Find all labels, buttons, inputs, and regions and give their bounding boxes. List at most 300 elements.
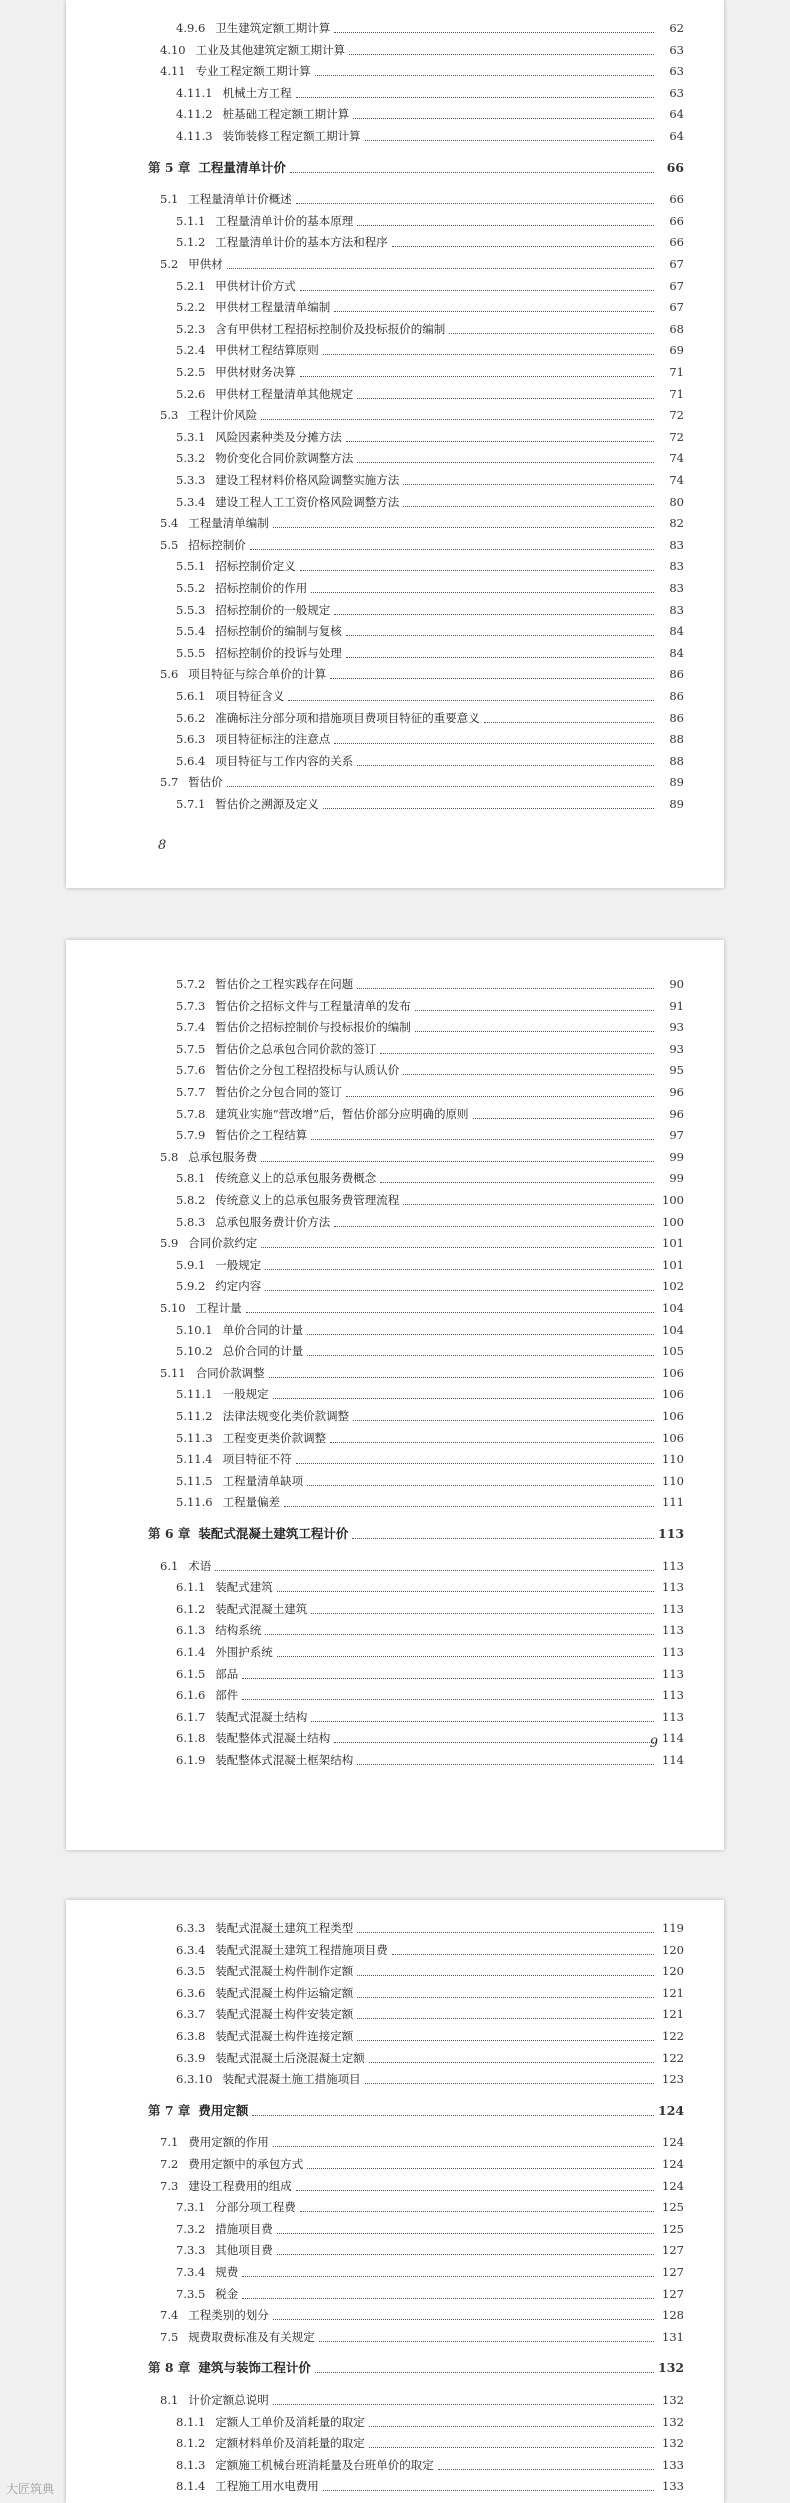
toc-entry-title: 风险因素种类及分摊方法: [215, 429, 342, 444]
toc-entry-row[interactable]: [66, 996, 724, 1016]
toc-leader-dots: [392, 245, 654, 247]
toc-page-2: [66, 940, 724, 1850]
toc-entry-number: 6.3.3: [176, 1921, 206, 1935]
toc-leader-dots: [369, 2446, 654, 2448]
toc-leader-dots: [346, 656, 654, 658]
toc-entry-title: 装配式混凝土建筑工程类型: [215, 1921, 354, 1935]
toc-entry-page: 106: [662, 1430, 684, 1445]
toc-entry-page: 66: [669, 192, 684, 207]
toc-entry-row[interactable]: [66, 2433, 724, 2453]
toc-entry-row[interactable]: [66, 1728, 724, 1748]
toc-entry-number: 4.9.6: [176, 21, 206, 35]
toc-leader-dots: [357, 1763, 654, 1765]
toc-entry-row[interactable]: [66, 2048, 724, 2068]
toc-entry-row[interactable]: [66, 1750, 724, 1770]
toc-entry-row[interactable]: [66, 556, 724, 576]
toc-entry-row[interactable]: [66, 1060, 724, 1080]
toc-entry-row[interactable]: [66, 1620, 724, 1640]
toc-entry-page: 133: [662, 2457, 684, 2472]
toc-entry-row[interactable]: [66, 2154, 724, 2174]
toc-entry-title: 招标控制价的一般规定: [215, 602, 331, 617]
toc-entry-row[interactable]: [66, 1940, 724, 1960]
toc-leader-dots: [300, 2210, 654, 2212]
toc-leader-dots: [334, 613, 654, 615]
toc-leader-dots: [369, 2425, 654, 2427]
toc-entry-row[interactable]: [66, 2026, 724, 2046]
toc-entry-row[interactable]: [66, 2327, 724, 2347]
toc-entry-title: 项目特征不符: [222, 1452, 292, 1467]
toc-entry-title: 装配式混凝土后浇混凝土定额: [215, 2050, 365, 2065]
toc-entry-row[interactable]: [66, 232, 724, 252]
toc-entry-row[interactable]: [66, 405, 724, 425]
toc-entry-number: 5.1.1: [176, 213, 206, 228]
toc-entry-number: 7.4: [160, 2308, 179, 2323]
toc-entry-page: 124: [662, 2178, 684, 2193]
toc-entry-row[interactable]: [66, 1341, 724, 1361]
toc-entry-number: 6.1: [160, 1558, 179, 1573]
toc-entry-number: 7.3.3: [176, 2243, 206, 2258]
toc-entry-row[interactable]: [66, 492, 724, 512]
toc-entry-page: 90: [669, 977, 684, 991]
toc-entry-title: 建筑与装饰工程计价: [198, 2360, 311, 2376]
toc-entry-row[interactable]: [66, 729, 724, 749]
toc-leader-dots: [296, 96, 654, 98]
toc-entry-title: 其他项目费: [215, 2243, 273, 2258]
toc-entry-number: 6.3.4: [176, 1942, 206, 1957]
toc-entry-number: 5.6.4: [176, 753, 206, 768]
toc-entry-page: 69: [669, 343, 684, 358]
toc-entry-title: 暂估价之招标文件与工程量清单的发布: [215, 998, 411, 1013]
toc-entry-number: 7.5: [160, 2329, 179, 2344]
toc-entry-row[interactable]: [66, 974, 724, 994]
toc-entry-page: 113: [662, 1580, 684, 1595]
toc-entry-page: 104: [662, 1301, 684, 1315]
toc-entry-row[interactable]: [66, 1664, 724, 1684]
toc-entry-number: 4.11.3: [176, 129, 213, 143]
toc-entry-row[interactable]: [66, 1017, 724, 1037]
toc-entry-row[interactable]: [66, 104, 724, 124]
toc-entry-row[interactable]: [66, 1707, 724, 1727]
toc-entry-number: 6.1.7: [176, 1709, 206, 1724]
toc-entry-title: 装配式混凝土施工措施项目: [222, 2072, 361, 2087]
toc-entry-page: 131: [662, 2329, 684, 2344]
toc-entry-row[interactable]: [66, 621, 724, 641]
toc-entry-page: 64: [669, 129, 684, 143]
toc-entry-row[interactable]: [66, 427, 724, 447]
toc-entry-row[interactable]: [66, 448, 724, 468]
toc-leader-dots: [369, 2061, 654, 2063]
toc-entry-page: 84: [669, 624, 684, 639]
toc-entry-page: 110: [662, 1473, 684, 1488]
toc-entry-title: 招标控制价: [188, 537, 246, 552]
toc-entry-row[interactable]: [66, 1471, 724, 1491]
toc-entry-page: 101: [662, 1236, 684, 1251]
toc-entry-title: 工程量清单计价的基本原理: [215, 213, 354, 228]
toc-entry-title: 暂估价之溯源及定义: [215, 797, 319, 811]
toc-entry-number: 第 8 章: [148, 2360, 191, 2376]
toc-entry-row[interactable]: [66, 2132, 724, 2152]
toc-leader-dots: [273, 2318, 654, 2320]
toc-entry-title: 甲供材计价方式: [215, 278, 296, 293]
toc-leader-dots: [357, 1931, 654, 1933]
toc-leader-dots: [415, 1030, 654, 1032]
toc-leader-dots: [319, 2340, 654, 2342]
toc-entry-page: 71: [669, 386, 684, 401]
toc-chapter-row[interactable]: [66, 1524, 724, 1544]
toc-entry-title: 工程量清单计价: [198, 159, 286, 175]
toc-leader-dots: [277, 2253, 654, 2255]
toc-entry-page: 114: [662, 1731, 684, 1746]
toc-entry-title: 招标控制价定义: [215, 559, 296, 574]
toc-entry-page: 63: [669, 64, 684, 79]
toc-leader-dots: [284, 1505, 654, 1507]
toc-entry-title: 传统意义上的总承包服务费概念: [215, 1171, 377, 1186]
toc-entry-number: 7.2: [160, 2157, 179, 2171]
toc-entry-title: 准确标注分部分项和措施项目费项目特征的重要意义: [215, 710, 480, 725]
toc-entry-number: 5.2.2: [176, 300, 206, 315]
toc-leader-dots: [349, 53, 654, 55]
toc-entry-row[interactable]: [66, 708, 724, 728]
toc-leader-dots: [403, 1073, 654, 1075]
toc-entry-title: 暂估价之招标控制价与投标报价的编制: [215, 1020, 411, 1035]
toc-entry-row[interactable]: [66, 535, 724, 555]
toc-entry-row[interactable]: [66, 2197, 724, 2217]
toc-entry-page: 80: [669, 494, 684, 509]
toc-entry-number: 5.7.7: [176, 1085, 206, 1099]
toc-entry-number: 8.1.3: [176, 2457, 206, 2472]
toc-entry-title: 税金: [215, 2286, 239, 2301]
toc-entry-page: 113: [662, 1709, 684, 1724]
toc-entry-row[interactable]: [66, 1298, 724, 1318]
toc-entry-row[interactable]: [66, 1082, 724, 1102]
toc-entry-number: 5.3.1: [176, 429, 206, 444]
toc-entry-page: 102: [662, 1279, 684, 1294]
toc-chapter-row[interactable]: [66, 2358, 724, 2378]
toc-entry-number: 5.5.4: [176, 624, 206, 639]
toc-entry-title: 建设工程人工工资价格风险调整方法: [215, 494, 400, 509]
toc-entry-row[interactable]: [66, 1685, 724, 1705]
toc-entry-row[interactable]: [66, 40, 724, 60]
toc-entry-number: 5.7.6: [176, 1063, 206, 1078]
toc-entry-row[interactable]: [66, 83, 724, 103]
toc-entry-row[interactable]: [66, 470, 724, 490]
toc-entry-page: 96: [669, 1106, 684, 1121]
toc-leader-dots: [357, 764, 654, 766]
toc-leader-dots: [330, 1441, 654, 1443]
toc-entry-page: 120: [662, 1942, 684, 1957]
toc-entry-number: 5.5.2: [176, 581, 206, 595]
toc-entry-number: 5.6: [160, 667, 179, 682]
toc-entry-row[interactable]: [66, 686, 724, 706]
toc-entry-number: 6.1.4: [176, 1645, 206, 1659]
toc-entry-page: 128: [662, 2308, 684, 2323]
toc-entry-row[interactable]: [66, 2069, 724, 2089]
toc-entry-row[interactable]: [66, 2284, 724, 2304]
toc-leader-dots: [296, 2189, 654, 2191]
toc-leader-dots: [252, 2114, 654, 2116]
toc-entry-row[interactable]: [66, 1255, 724, 1275]
toc-entry-title: 合同价款调整: [195, 1365, 265, 1380]
toc-entry-page: 66: [669, 235, 684, 250]
toc-entry-row[interactable]: [66, 1320, 724, 1340]
toc-leader-dots: [277, 1655, 654, 1657]
toc-entry-title: 物价变化合同价款调整方法: [215, 451, 354, 466]
toc-entry-page: 100: [662, 1193, 684, 1207]
toc-leader-dots: [403, 505, 654, 507]
toc-entry-row[interactable]: [66, 211, 724, 231]
toc-entry-row[interactable]: [66, 2390, 724, 2410]
toc-entry-row[interactable]: [66, 276, 724, 296]
toc-entry-page: 63: [669, 85, 684, 100]
toc-entry-row[interactable]: [66, 600, 724, 620]
toc-entry-row[interactable]: [66, 2455, 724, 2475]
toc-entry-page: 113: [662, 1623, 684, 1638]
toc-entry-row[interactable]: [66, 664, 724, 684]
toc-entry-number: 第 6 章: [148, 1526, 191, 1541]
toc-entry-page: 113: [662, 1645, 684, 1659]
toc-entry-row[interactable]: [66, 254, 724, 274]
toc-leader-dots: [311, 1612, 654, 1614]
toc-entry-row[interactable]: [66, 2305, 724, 2325]
toc-entry-page: 113: [662, 1601, 684, 1616]
toc-entry-row[interactable]: [66, 794, 724, 814]
toc-entry-row[interactable]: [66, 1983, 724, 2003]
toc-entry-number: 7.3.2: [176, 2221, 206, 2236]
toc-entry-row[interactable]: [66, 1492, 724, 1512]
toc-entry-title: 工程量清单计价的基本方法和程序: [215, 235, 388, 250]
toc-entry-number: 5.10.1: [176, 1322, 213, 1337]
toc-entry-title: 暂估价之总承包合同价款的签订: [215, 1041, 377, 1056]
toc-entry-row[interactable]: [66, 1384, 724, 1404]
toc-entry-title: 甲供材: [188, 257, 223, 271]
toc-entry-title: 招标控制价的作用: [215, 581, 308, 595]
toc-entry-number: 7.3.5: [176, 2286, 206, 2301]
toc-entry-row[interactable]: [66, 1125, 724, 1145]
toc-entry-row[interactable]: [66, 297, 724, 317]
toc-entry-row[interactable]: [66, 578, 724, 598]
toc-entry-page: 83: [669, 602, 684, 617]
toc-leader-dots: [277, 1590, 654, 1592]
toc-entry-row[interactable]: [66, 1039, 724, 1059]
toc-entry-row[interactable]: [66, 2412, 724, 2432]
toc-leader-dots: [250, 548, 654, 550]
toc-entry-page: 96: [669, 1085, 684, 1099]
toc-leader-dots: [273, 1397, 654, 1399]
toc-entry-title: 暂估价之分包合同的签订: [215, 1085, 342, 1099]
toc-page-3: [66, 1900, 724, 2503]
toc-leader-dots: [357, 397, 654, 399]
toc-entry-number: 5.4: [160, 516, 179, 531]
toc-entry-row[interactable]: [66, 1449, 724, 1469]
toc-entry-page: 113: [662, 1666, 684, 1681]
toc-entry-row[interactable]: [66, 1428, 724, 1448]
toc-entry-title: 外围护系统: [215, 1645, 273, 1659]
toc-entry-title: 装配式混凝土构件连接定额: [215, 2029, 354, 2043]
toc-entry-title: 项目特征含义: [215, 689, 285, 703]
toc-entry-title: 甲供材工程结算原则: [215, 343, 319, 358]
toc-entry-row[interactable]: [66, 362, 724, 382]
toc-entry-number: 6.3.7: [176, 2007, 206, 2022]
toc-entry-row[interactable]: [66, 384, 724, 404]
toc-entry-title: 法律法规变化类价款调整: [222, 1409, 350, 1423]
toc-leader-dots: [323, 353, 654, 355]
toc-leader-dots: [353, 117, 654, 119]
toc-entry-number: 4.10: [160, 42, 186, 57]
toc-leader-dots: [357, 1974, 654, 1976]
toc-entry-number: 5.9: [160, 1236, 179, 1251]
toc-leader-dots: [334, 310, 654, 312]
toc-leader-dots: [438, 2468, 654, 2470]
toc-entry-number: 5.8.3: [176, 1214, 206, 1229]
page-number: 9: [649, 1736, 658, 1751]
toc-entry-row[interactable]: [66, 1147, 724, 1167]
toc-entry-page: 62: [669, 21, 684, 35]
toc-entry-page: 88: [669, 732, 684, 747]
toc-entry-row[interactable]: [66, 340, 724, 360]
toc-leader-dots: [261, 1246, 654, 1248]
toc-entry-page: 89: [669, 797, 684, 811]
toc-entry-row[interactable]: [66, 751, 724, 771]
toc-entry-number: 5.1: [160, 192, 179, 207]
toc-entry-title: 装配式混凝土建筑: [215, 1601, 308, 1616]
toc-entry-row[interactable]: [66, 319, 724, 339]
toc-entry-row[interactable]: [66, 1212, 724, 1232]
toc-entry-row[interactable]: [66, 126, 724, 146]
toc-entry-title: 规费取费标准及有关规定: [188, 2329, 315, 2344]
toc-entry-number: 5.3.2: [176, 451, 206, 466]
toc-entry-row[interactable]: [66, 1190, 724, 1210]
toc-entry-page: 121: [662, 2007, 684, 2022]
toc-chapter-row[interactable]: [66, 158, 724, 178]
toc-entry-row[interactable]: [66, 1104, 724, 1124]
toc-entry-title: 总价合同的计量: [222, 1344, 304, 1359]
toc-leader-dots: [242, 1698, 654, 1700]
toc-chapter-row[interactable]: [66, 2101, 724, 2121]
toc-leader-dots: [300, 289, 654, 291]
toc-entry-row[interactable]: [66, 1918, 724, 1938]
toc-entry-number: 5.3.4: [176, 494, 206, 509]
toc-entry-page: 93: [669, 1041, 684, 1056]
toc-entry-row[interactable]: [66, 2219, 724, 2239]
toc-entry-row[interactable]: [66, 772, 724, 792]
toc-leader-dots: [323, 2489, 654, 2491]
toc-entry-page: 121: [662, 1985, 684, 2000]
toc-entry-row[interactable]: [66, 513, 724, 533]
toc-entry-number: 6.3.6: [176, 1985, 206, 2000]
toc-leader-dots: [449, 332, 654, 334]
toc-leader-dots: [269, 1376, 654, 1378]
toc-entry-number: 7.3.4: [176, 2265, 206, 2279]
toc-entry-title: 定额施工机械台班消耗量及台班单价的取定: [215, 2457, 434, 2472]
toc-entry-row[interactable]: [66, 1406, 724, 1426]
toc-entry-title: 工程量清单计价概述: [188, 192, 292, 207]
toc-entry-page: 124: [662, 2135, 684, 2150]
toc-entry-row[interactable]: [66, 2476, 724, 2496]
toc-entry-row[interactable]: [66, 61, 724, 81]
toc-entry-title: 工程变更类价款调整: [222, 1430, 327, 1445]
toc-entry-title: 桩基础工程定额工期计算: [222, 107, 350, 122]
toc-leader-dots: [392, 1953, 654, 1955]
toc-entry-row[interactable]: [66, 189, 724, 209]
toc-entry-row[interactable]: [66, 1961, 724, 1981]
toc-entry-row[interactable]: [66, 1642, 724, 1662]
toc-entry-number: 5.7.5: [176, 1041, 206, 1056]
toc-entry-title: 部品: [215, 1666, 239, 1681]
toc-entry-page: 72: [669, 408, 684, 423]
toc-entry-number: 5.11.4: [176, 1452, 213, 1467]
toc-entry-title: 工程类别的划分: [188, 2308, 269, 2323]
toc-entry-page: 124: [662, 2157, 684, 2171]
toc-leader-dots: [357, 2039, 654, 2041]
toc-entry-title: 装配式混凝土构件安装定额: [215, 2007, 354, 2022]
toc-entry-row[interactable]: [66, 1276, 724, 1296]
toc-entry-row[interactable]: [66, 1556, 724, 1576]
toc-entry-title: 建设工程费用的组成: [188, 2178, 292, 2193]
toc-leader-dots: [473, 1117, 654, 1119]
toc-leader-dots: [215, 1569, 654, 1571]
toc-entry-row[interactable]: [66, 1577, 724, 1597]
toc-entry-page: 122: [662, 2050, 684, 2065]
toc-leader-dots: [365, 2082, 654, 2084]
toc-entry-row[interactable]: [66, 2240, 724, 2260]
toc-entry-row[interactable]: [66, 2004, 724, 2024]
toc-entry-row[interactable]: [66, 2262, 724, 2282]
toc-leader-dots: [330, 677, 654, 679]
toc-entry-row[interactable]: [66, 18, 724, 38]
toc-entry-number: 8.1.4: [176, 2479, 206, 2494]
toc-entry-page: 122: [662, 2029, 684, 2043]
toc-entry-row[interactable]: [66, 1599, 724, 1619]
toc-entry-number: 5.1.2: [176, 235, 206, 250]
toc-entry-row[interactable]: [66, 1168, 724, 1188]
toc-entry-page: 84: [669, 645, 684, 660]
toc-entry-number: 6.3.5: [176, 1964, 206, 1979]
toc-entry-row[interactable]: [66, 643, 724, 663]
toc-entry-title: 规费: [215, 2265, 239, 2279]
toc-entry-page: 67: [669, 300, 684, 315]
toc-entry-title: 项目特征与工作内容的关系: [215, 753, 354, 768]
toc-leader-dots: [261, 1160, 654, 1162]
toc-entry-number: 5.7.1: [176, 797, 206, 811]
toc-leader-dots: [273, 526, 654, 528]
toc-entry-title: 总承包服务费计价方法: [215, 1214, 331, 1229]
toc-entry-row[interactable]: [66, 1233, 724, 1253]
toc-entry-page: 101: [662, 1257, 684, 1272]
page-number: 8: [158, 838, 167, 853]
toc-leader-dots: [242, 2297, 654, 2299]
toc-entry-title: 暂估价之工程结算: [215, 1128, 308, 1143]
toc-leader-dots: [484, 721, 654, 723]
toc-entry-number: 5.8.2: [176, 1193, 206, 1207]
toc-entry-title: 装配式混凝土结构: [215, 1709, 308, 1724]
toc-entry-row[interactable]: [66, 1363, 724, 1383]
toc-entry-title: 分部分项工程费: [215, 2200, 296, 2215]
toc-entry-page: 66: [669, 213, 684, 228]
toc-entry-number: 5.10.2: [176, 1344, 213, 1359]
toc-entry-page: 93: [669, 1020, 684, 1035]
toc-entry-page: 83: [669, 581, 684, 595]
toc-entry-page: 127: [662, 2286, 684, 2301]
toc-entry-title: 项目特征标注的注意点: [215, 732, 331, 747]
toc-entry-title: 工程计价风险: [188, 408, 258, 423]
toc-entry-page: 113: [658, 1526, 685, 1541]
toc-entry-page: 99: [669, 1149, 684, 1164]
toc-entry-number: 5.11.3: [176, 1430, 213, 1445]
toc-entry-title: 费用定额中的承包方式: [188, 2157, 304, 2171]
toc-entry-page: 88: [669, 753, 684, 768]
toc-leader-dots: [357, 1996, 654, 1998]
toc-entry-row[interactable]: [66, 2176, 724, 2196]
